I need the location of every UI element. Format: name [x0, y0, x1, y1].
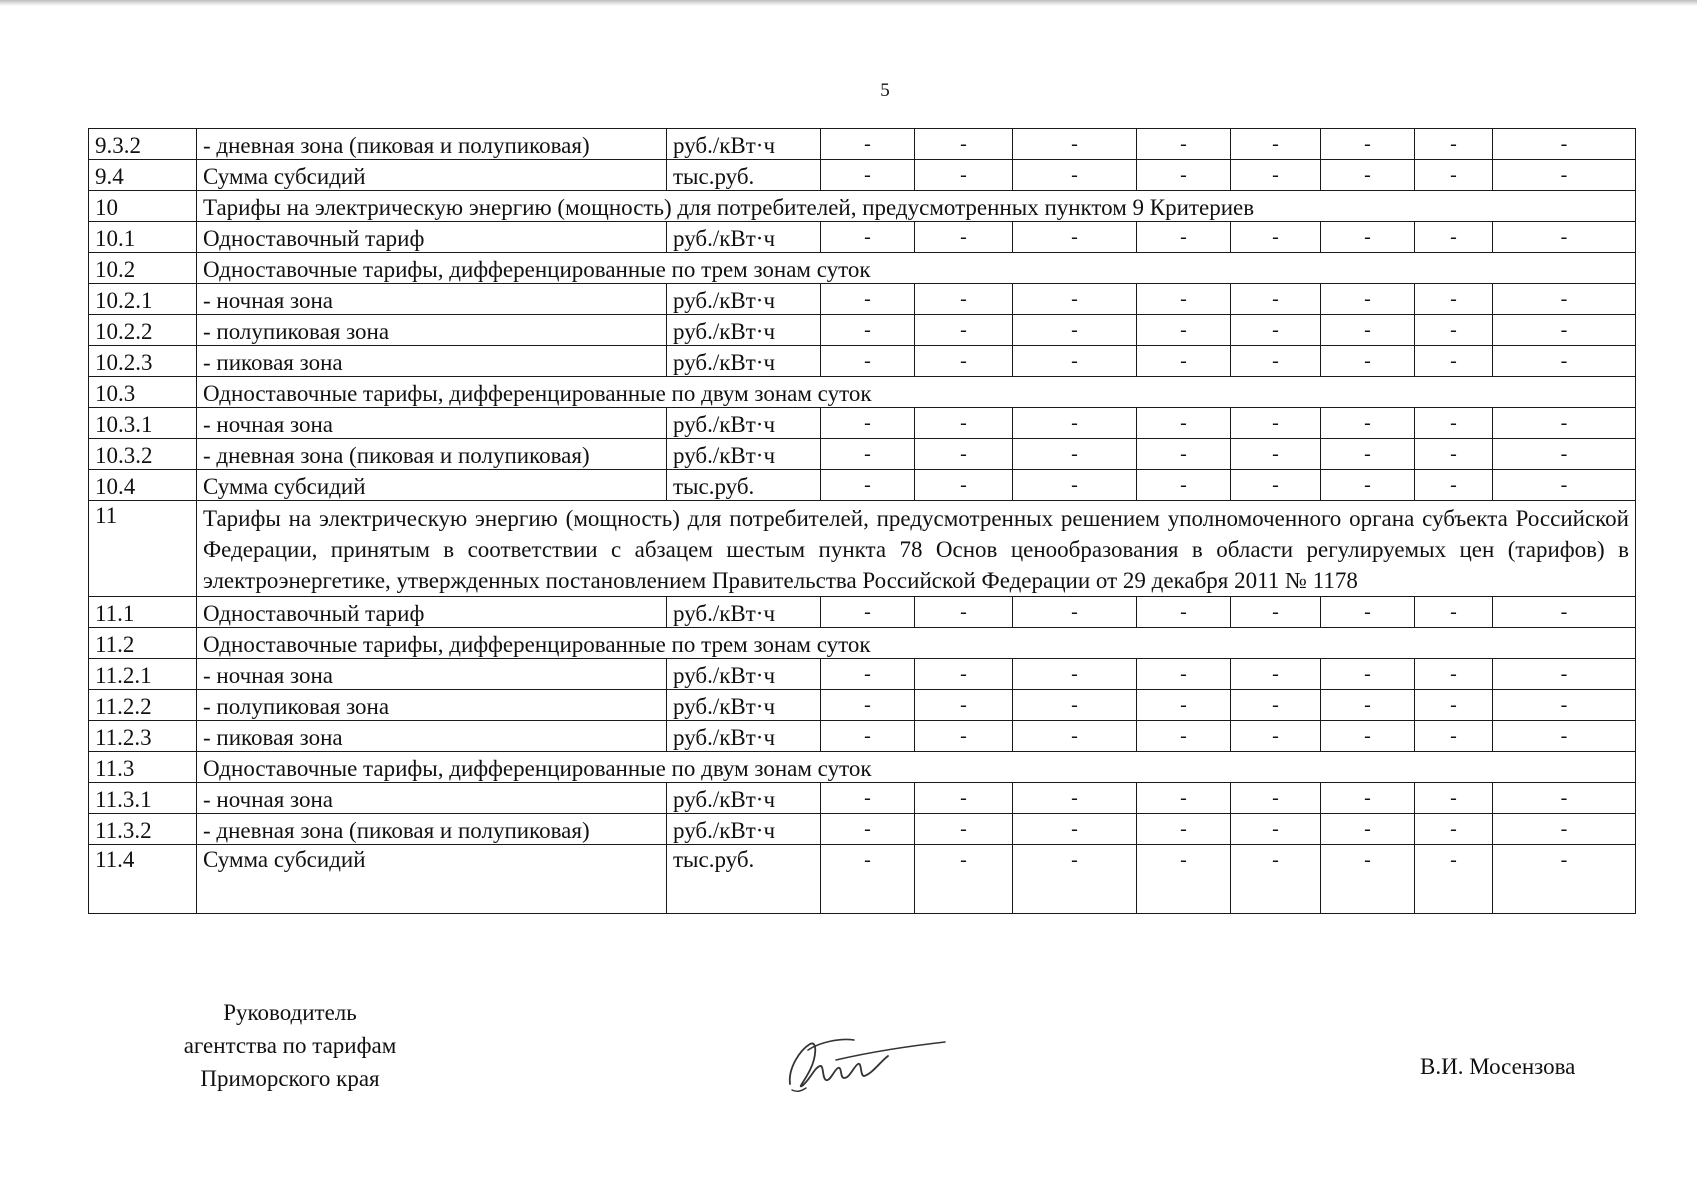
- unit-cell: руб./кВт·ч: [667, 597, 821, 628]
- table-row: [89, 814, 1636, 845]
- value-cell: -: [1493, 408, 1636, 439]
- unit-cell: руб./кВт·ч: [667, 659, 821, 690]
- value-cell: -: [915, 408, 1013, 439]
- value-cell: -: [1137, 315, 1231, 346]
- value-cell: -: [1321, 222, 1415, 253]
- value-cell: -: [821, 346, 915, 377]
- table-row: [89, 845, 1636, 914]
- table-row: [89, 408, 1636, 439]
- table-row: [89, 439, 1636, 470]
- value-cell: -: [821, 597, 915, 628]
- table-row: [89, 377, 1636, 408]
- section-heading-cell: Одноставочные тарифы, дифференцированные по трем зонам суток: [197, 253, 1636, 284]
- value-cell: -: [1231, 315, 1321, 346]
- unit-cell: руб./кВт·ч: [667, 721, 821, 752]
- row-number-cell: 11.2.3: [89, 721, 197, 752]
- row-number-cell: 11.2.2: [89, 690, 197, 721]
- value-cell: -: [1231, 408, 1321, 439]
- value-cell: -: [1231, 470, 1321, 501]
- table-row: [89, 160, 1636, 191]
- value-cell: -: [821, 659, 915, 690]
- value-cell: -: [1231, 597, 1321, 628]
- row-number-cell: 9.3.2: [89, 129, 197, 160]
- table-row: [89, 129, 1636, 160]
- table-row: [89, 597, 1636, 628]
- signatory-title: [140, 996, 440, 1095]
- value-cell: -: [1137, 439, 1231, 470]
- row-number-cell: 11: [89, 501, 197, 597]
- value-cell: -: [821, 814, 915, 845]
- value-cell: -: [1013, 470, 1137, 501]
- indicator-name-cell: Одноставочный тариф: [197, 597, 667, 628]
- value-cell: -: [1415, 690, 1493, 721]
- value-cell: -: [1321, 721, 1415, 752]
- value-cell: -: [1013, 222, 1137, 253]
- value-cell: -: [1231, 814, 1321, 845]
- value-cell: -: [1493, 346, 1636, 377]
- value-cell: -: [1415, 315, 1493, 346]
- value-cell: -: [1013, 284, 1137, 315]
- value-cell: -: [915, 284, 1013, 315]
- value-cell: -: [1013, 129, 1137, 160]
- value-cell: -: [1321, 470, 1415, 501]
- indicator-name-cell: - ночная зона: [197, 783, 667, 814]
- unit-cell: руб./кВт·ч: [667, 346, 821, 377]
- value-cell: -: [1013, 439, 1137, 470]
- value-cell: -: [1321, 783, 1415, 814]
- indicator-name-cell: - ночная зона: [197, 408, 667, 439]
- value-cell: -: [915, 160, 1013, 191]
- row-number-cell: 11.4: [89, 845, 197, 914]
- row-number-cell: 11.1: [89, 597, 197, 628]
- value-cell: -: [1231, 690, 1321, 721]
- row-number-cell: 10.3.1: [89, 408, 197, 439]
- value-cell: -: [821, 439, 915, 470]
- value-cell: -: [1013, 814, 1137, 845]
- value-cell: -: [1415, 597, 1493, 628]
- indicator-name-cell: - полупиковая зона: [197, 315, 667, 346]
- value-cell: -: [1321, 284, 1415, 315]
- row-number-cell: 10.2.2: [89, 315, 197, 346]
- table-row: [89, 752, 1636, 783]
- value-cell: -: [915, 814, 1013, 845]
- value-cell: -: [1137, 845, 1231, 914]
- value-cell: -: [1415, 160, 1493, 191]
- value-cell: -: [1137, 160, 1231, 191]
- value-cell: -: [1415, 783, 1493, 814]
- row-number-cell: 10.2: [89, 253, 197, 284]
- value-cell: -: [821, 845, 915, 914]
- value-cell: -: [915, 346, 1013, 377]
- value-cell: -: [1137, 470, 1231, 501]
- value-cell: -: [915, 222, 1013, 253]
- row-number-cell: 10.1: [89, 222, 197, 253]
- row-number-cell: 11.2: [89, 628, 197, 659]
- value-cell: -: [1493, 439, 1636, 470]
- value-cell: -: [1137, 690, 1231, 721]
- indicator-name-cell: - дневная зона (пиковая и полупиковая): [197, 439, 667, 470]
- row-number-cell: 11.3.1: [89, 783, 197, 814]
- signatory-title-line: Приморского края: [200, 1066, 380, 1091]
- value-cell: -: [1013, 408, 1137, 439]
- indicator-name-cell: Сумма субсидий: [197, 470, 667, 501]
- value-cell: -: [1137, 783, 1231, 814]
- value-cell: -: [1137, 284, 1231, 315]
- tariff-table-body: [89, 129, 1636, 914]
- row-number-cell: 10.3.2: [89, 439, 197, 470]
- unit-cell: руб./кВт·ч: [667, 222, 821, 253]
- value-cell: -: [1137, 408, 1231, 439]
- table-row: [89, 253, 1636, 284]
- value-cell: -: [821, 315, 915, 346]
- value-cell: -: [821, 284, 915, 315]
- signatory-title-line: Руководитель: [223, 1000, 357, 1025]
- value-cell: -: [1493, 284, 1636, 315]
- value-cell: -: [1013, 690, 1137, 721]
- unit-cell: руб./кВт·ч: [667, 814, 821, 845]
- value-cell: -: [1231, 659, 1321, 690]
- value-cell: -: [1013, 315, 1137, 346]
- signer-name: В.И. Мосензова: [1420, 1054, 1576, 1079]
- table-row: [89, 222, 1636, 253]
- unit-cell: тыс.руб.: [667, 160, 821, 191]
- value-cell: -: [1415, 439, 1493, 470]
- value-cell: -: [1493, 659, 1636, 690]
- value-cell: -: [1493, 783, 1636, 814]
- value-cell: -: [1321, 597, 1415, 628]
- section-heading-cell: Тарифы на электрическую энергию (мощность) для потребителей, предусмотренных пунктом 9 Критериев: [197, 191, 1636, 222]
- value-cell: -: [915, 439, 1013, 470]
- value-cell: -: [915, 597, 1013, 628]
- value-cell: -: [1231, 160, 1321, 191]
- value-cell: -: [915, 690, 1013, 721]
- value-cell: -: [1493, 690, 1636, 721]
- scan-edge: [0, 0, 1697, 6]
- value-cell: -: [915, 129, 1013, 160]
- value-cell: -: [1321, 129, 1415, 160]
- value-cell: -: [1493, 597, 1636, 628]
- indicator-name-cell: - пиковая зона: [197, 346, 667, 377]
- unit-cell: руб./кВт·ч: [667, 284, 821, 315]
- value-cell: -: [1321, 408, 1415, 439]
- value-cell: -: [1137, 129, 1231, 160]
- value-cell: -: [915, 470, 1013, 501]
- value-cell: -: [1231, 222, 1321, 253]
- value-cell: -: [821, 408, 915, 439]
- row-number-cell: 10.3: [89, 377, 197, 408]
- value-cell: -: [1321, 690, 1415, 721]
- indicator-name-cell: - полупиковая зона: [197, 690, 667, 721]
- table-row: [89, 783, 1636, 814]
- indicator-name-cell: - дневная зона (пиковая и полупиковая): [197, 129, 667, 160]
- value-cell: -: [1013, 783, 1137, 814]
- value-cell: -: [915, 783, 1013, 814]
- section-heading-cell: Одноставочные тарифы, дифференцированные по трем зонам суток: [197, 628, 1636, 659]
- value-cell: -: [1415, 721, 1493, 752]
- value-cell: -: [1321, 315, 1415, 346]
- value-cell: -: [1493, 814, 1636, 845]
- value-cell: -: [1415, 408, 1493, 439]
- page-number: 5: [880, 80, 890, 101]
- row-number-cell: 11.2.1: [89, 659, 197, 690]
- row-number-cell: 9.4: [89, 160, 197, 191]
- row-number-cell: 10: [89, 191, 197, 222]
- value-cell: -: [1013, 721, 1137, 752]
- indicator-name-cell: - ночная зона: [197, 659, 667, 690]
- value-cell: -: [1137, 222, 1231, 253]
- value-cell: -: [821, 690, 915, 721]
- value-cell: -: [1493, 721, 1636, 752]
- table-row: [89, 284, 1636, 315]
- indicator-name-cell: - пиковая зона: [197, 721, 667, 752]
- table-row: [89, 346, 1636, 377]
- value-cell: -: [1013, 659, 1137, 690]
- table-row: [89, 628, 1636, 659]
- value-cell: -: [1493, 470, 1636, 501]
- tariff-table: [88, 128, 1636, 914]
- value-cell: -: [1231, 284, 1321, 315]
- value-cell: -: [915, 315, 1013, 346]
- table-row: [89, 690, 1636, 721]
- value-cell: -: [1415, 470, 1493, 501]
- value-cell: -: [1321, 439, 1415, 470]
- value-cell: -: [1231, 439, 1321, 470]
- unit-cell: руб./кВт·ч: [667, 439, 821, 470]
- value-cell: -: [1137, 597, 1231, 628]
- value-cell: -: [1493, 222, 1636, 253]
- unit-cell: руб./кВт·ч: [667, 315, 821, 346]
- indicator-name-cell: Сумма субсидий: [197, 160, 667, 191]
- value-cell: -: [821, 222, 915, 253]
- indicator-name-cell: - ночная зона: [197, 284, 667, 315]
- value-cell: -: [821, 160, 915, 191]
- value-cell: -: [915, 659, 1013, 690]
- value-cell: -: [821, 470, 915, 501]
- unit-cell: руб./кВт·ч: [667, 783, 821, 814]
- value-cell: -: [1321, 845, 1415, 914]
- value-cell: -: [1231, 721, 1321, 752]
- row-number-cell: 10.4: [89, 470, 197, 501]
- value-cell: -: [1321, 814, 1415, 845]
- section-heading-cell: Одноставочные тарифы, дифференцированные по двум зонам суток: [197, 752, 1636, 783]
- value-cell: -: [1137, 814, 1231, 845]
- value-cell: -: [1231, 129, 1321, 160]
- value-cell: -: [915, 721, 1013, 752]
- value-cell: -: [1415, 129, 1493, 160]
- value-cell: -: [1231, 845, 1321, 914]
- table-row: [89, 315, 1636, 346]
- value-cell: -: [915, 845, 1013, 914]
- row-number-cell: 11.3: [89, 752, 197, 783]
- value-cell: -: [1415, 845, 1493, 914]
- table-row: [89, 501, 1636, 597]
- section-heading-cell: Тарифы на электрическую энергию (мощность) для потребителей, предусмотренных решением уполномоченного органа субъекта Российской Федерации, принятым в соответствии с абзацем шестым пункта 78 Основ ценообразования в области регулируемых цен (тарифов) в электроэнергетике, утвержденных постановлением Правительства Российской Федерации от 29 декабря 2011 № 1178: [197, 501, 1636, 597]
- unit-cell: руб./кВт·ч: [667, 408, 821, 439]
- value-cell: -: [1493, 160, 1636, 191]
- value-cell: -: [1013, 160, 1137, 191]
- table-row: [89, 659, 1636, 690]
- value-cell: -: [1231, 783, 1321, 814]
- unit-cell: тыс.руб.: [667, 470, 821, 501]
- indicator-name-cell: Сумма субсидий: [197, 845, 667, 914]
- value-cell: -: [1137, 659, 1231, 690]
- indicator-name-cell: - дневная зона (пиковая и полупиковая): [197, 814, 667, 845]
- value-cell: -: [1493, 315, 1636, 346]
- value-cell: -: [1415, 222, 1493, 253]
- value-cell: -: [1321, 659, 1415, 690]
- value-cell: -: [821, 129, 915, 160]
- value-cell: -: [1137, 721, 1231, 752]
- row-number-cell: 11.3.2: [89, 814, 197, 845]
- value-cell: -: [1321, 160, 1415, 191]
- row-number-cell: 10.2.3: [89, 346, 197, 377]
- signatory-title-line: агентства по тарифам: [183, 1033, 397, 1058]
- value-cell: -: [1231, 346, 1321, 377]
- value-cell: -: [1013, 597, 1137, 628]
- table-row: [89, 191, 1636, 222]
- unit-cell: руб./кВт·ч: [667, 129, 821, 160]
- value-cell: -: [821, 721, 915, 752]
- value-cell: -: [1493, 129, 1636, 160]
- table-row: [89, 721, 1636, 752]
- value-cell: -: [1013, 346, 1137, 377]
- value-cell: -: [1415, 346, 1493, 377]
- unit-cell: руб./кВт·ч: [667, 690, 821, 721]
- value-cell: -: [1415, 659, 1493, 690]
- value-cell: -: [1321, 346, 1415, 377]
- value-cell: -: [1415, 814, 1493, 845]
- row-number-cell: 10.2.1: [89, 284, 197, 315]
- indicator-name-cell: Одноставочный тариф: [197, 222, 667, 253]
- value-cell: -: [1137, 346, 1231, 377]
- table-row: [89, 470, 1636, 501]
- unit-cell: тыс.руб.: [667, 845, 821, 914]
- value-cell: -: [1013, 845, 1137, 914]
- value-cell: -: [1415, 284, 1493, 315]
- value-cell: -: [821, 783, 915, 814]
- section-heading-cell: Одноставочные тарифы, дифференцированные по двум зонам суток: [197, 377, 1636, 408]
- handwritten-signature-icon: [780, 1020, 950, 1105]
- value-cell: -: [1493, 845, 1636, 914]
